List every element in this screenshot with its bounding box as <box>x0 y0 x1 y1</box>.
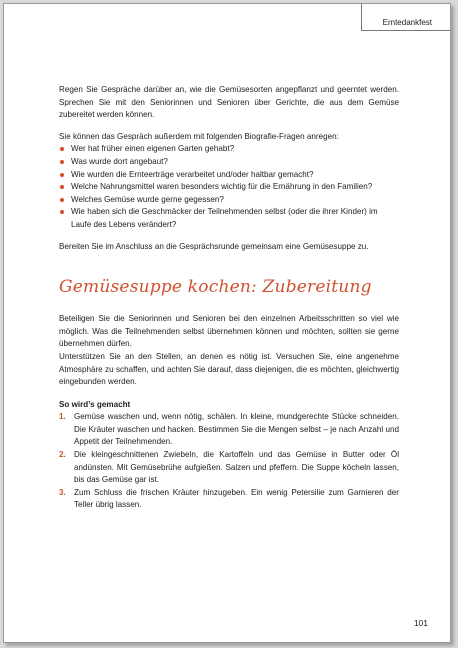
intro-question-lead: Sie können das Gespräch außerdem mit folgenden Biografie-Fragen anregen: <box>59 131 339 141</box>
list-item: Wie wurden die Ernteerträge verarbeitet und/oder haltbar gemacht? <box>59 169 399 182</box>
step-item <box>59 411 399 449</box>
step-item <box>59 487 399 512</box>
step-text: Die kleingeschnittenen Zwiebeln, die Kartoffeln und das Gemüse in Butter oder Öl andünsten. Mit Gemüsebrühe aufgießen. Salzen und pfeffern. Die Suppe köcheln lassen, bis das Gemüse gar ist. <box>74 450 399 485</box>
list-item: Wie haben sich die Geschmäcker der Teilnehmenden selbst (oder die ihrer Kinder) im Laufe des Lebens verändert? <box>59 206 399 231</box>
list-item: Welches Gemüse wurde gerne gegessen? <box>59 194 399 207</box>
main-content <box>59 84 399 512</box>
step-number: 1. <box>59 412 66 422</box>
intro-closing-paragraph: Bereiten Sie im Anschluss an die Gesprächsrunde gemeinsam eine Gemüsesuppe zu. <box>59 241 369 251</box>
section-paragraph: Beteiligen Sie die Seniorinnen und Senioren bei den einzelnen Arbeitsschritten so viel wie möglich. Was die Teilnehmenden selbst übernehmen können und möchten, sollten sie gerne übernehmen dürfen. <box>59 314 399 349</box>
steps-list <box>59 411 399 512</box>
step-number: 3. <box>59 487 66 497</box>
header-divider-vertical <box>361 4 362 31</box>
step-number: 2. <box>59 450 66 460</box>
page-number: 101 <box>413 618 428 628</box>
list-item: Was wurde dort angebaut? <box>59 156 399 169</box>
book-page <box>3 3 451 643</box>
section-heading: Gemüsesuppe kochen: Zubereitung <box>59 277 372 298</box>
section-paragraph: Unterstützen Sie an den Stellen, an denen es nötig ist. Versuchen Sie, eine angenehme Atmosphäre zu schaffen, und achten Sie darauf, dass diejenigen, die es möchten, gleichwertig eingebunden werden. <box>59 351 399 387</box>
running-title: Erntedankfest <box>382 18 432 27</box>
step-text: Zum Schluss die frischen Kräuter hinzugeben. Ein wenig Petersilie zum Garnieren der Teller übrig lassen. <box>74 487 399 510</box>
steps-subheading: So wird’s gemacht <box>59 399 131 409</box>
step-item <box>59 449 399 487</box>
step-text: Gemüse waschen und, wenn nötig, schälen. In kleine, mundgerechte Stücke schneiden. Die Kräuter waschen und hacken. Bestimmen Sie die Mengen selbst – je nach Anzahl und Appetit der Teilnehmenden. <box>74 412 399 447</box>
header-divider <box>361 30 450 31</box>
list-item: Wer hat früher einen eigenen Garten gehabt? <box>59 143 399 156</box>
biography-questions-list <box>59 143 399 231</box>
intro-paragraph: Regen Sie Gespräche darüber an, wie die Gemüsesorten angepflanzt und geerntet werden. Sprechen Sie mit den Seniorinnen und Senioren über Gerichte, die aus dem Gemüse zubereitet werden können. <box>59 85 399 120</box>
list-item: Welche Nahrungsmittel waren besonders wichtig für die Ernährung in den Familien? <box>59 181 399 194</box>
